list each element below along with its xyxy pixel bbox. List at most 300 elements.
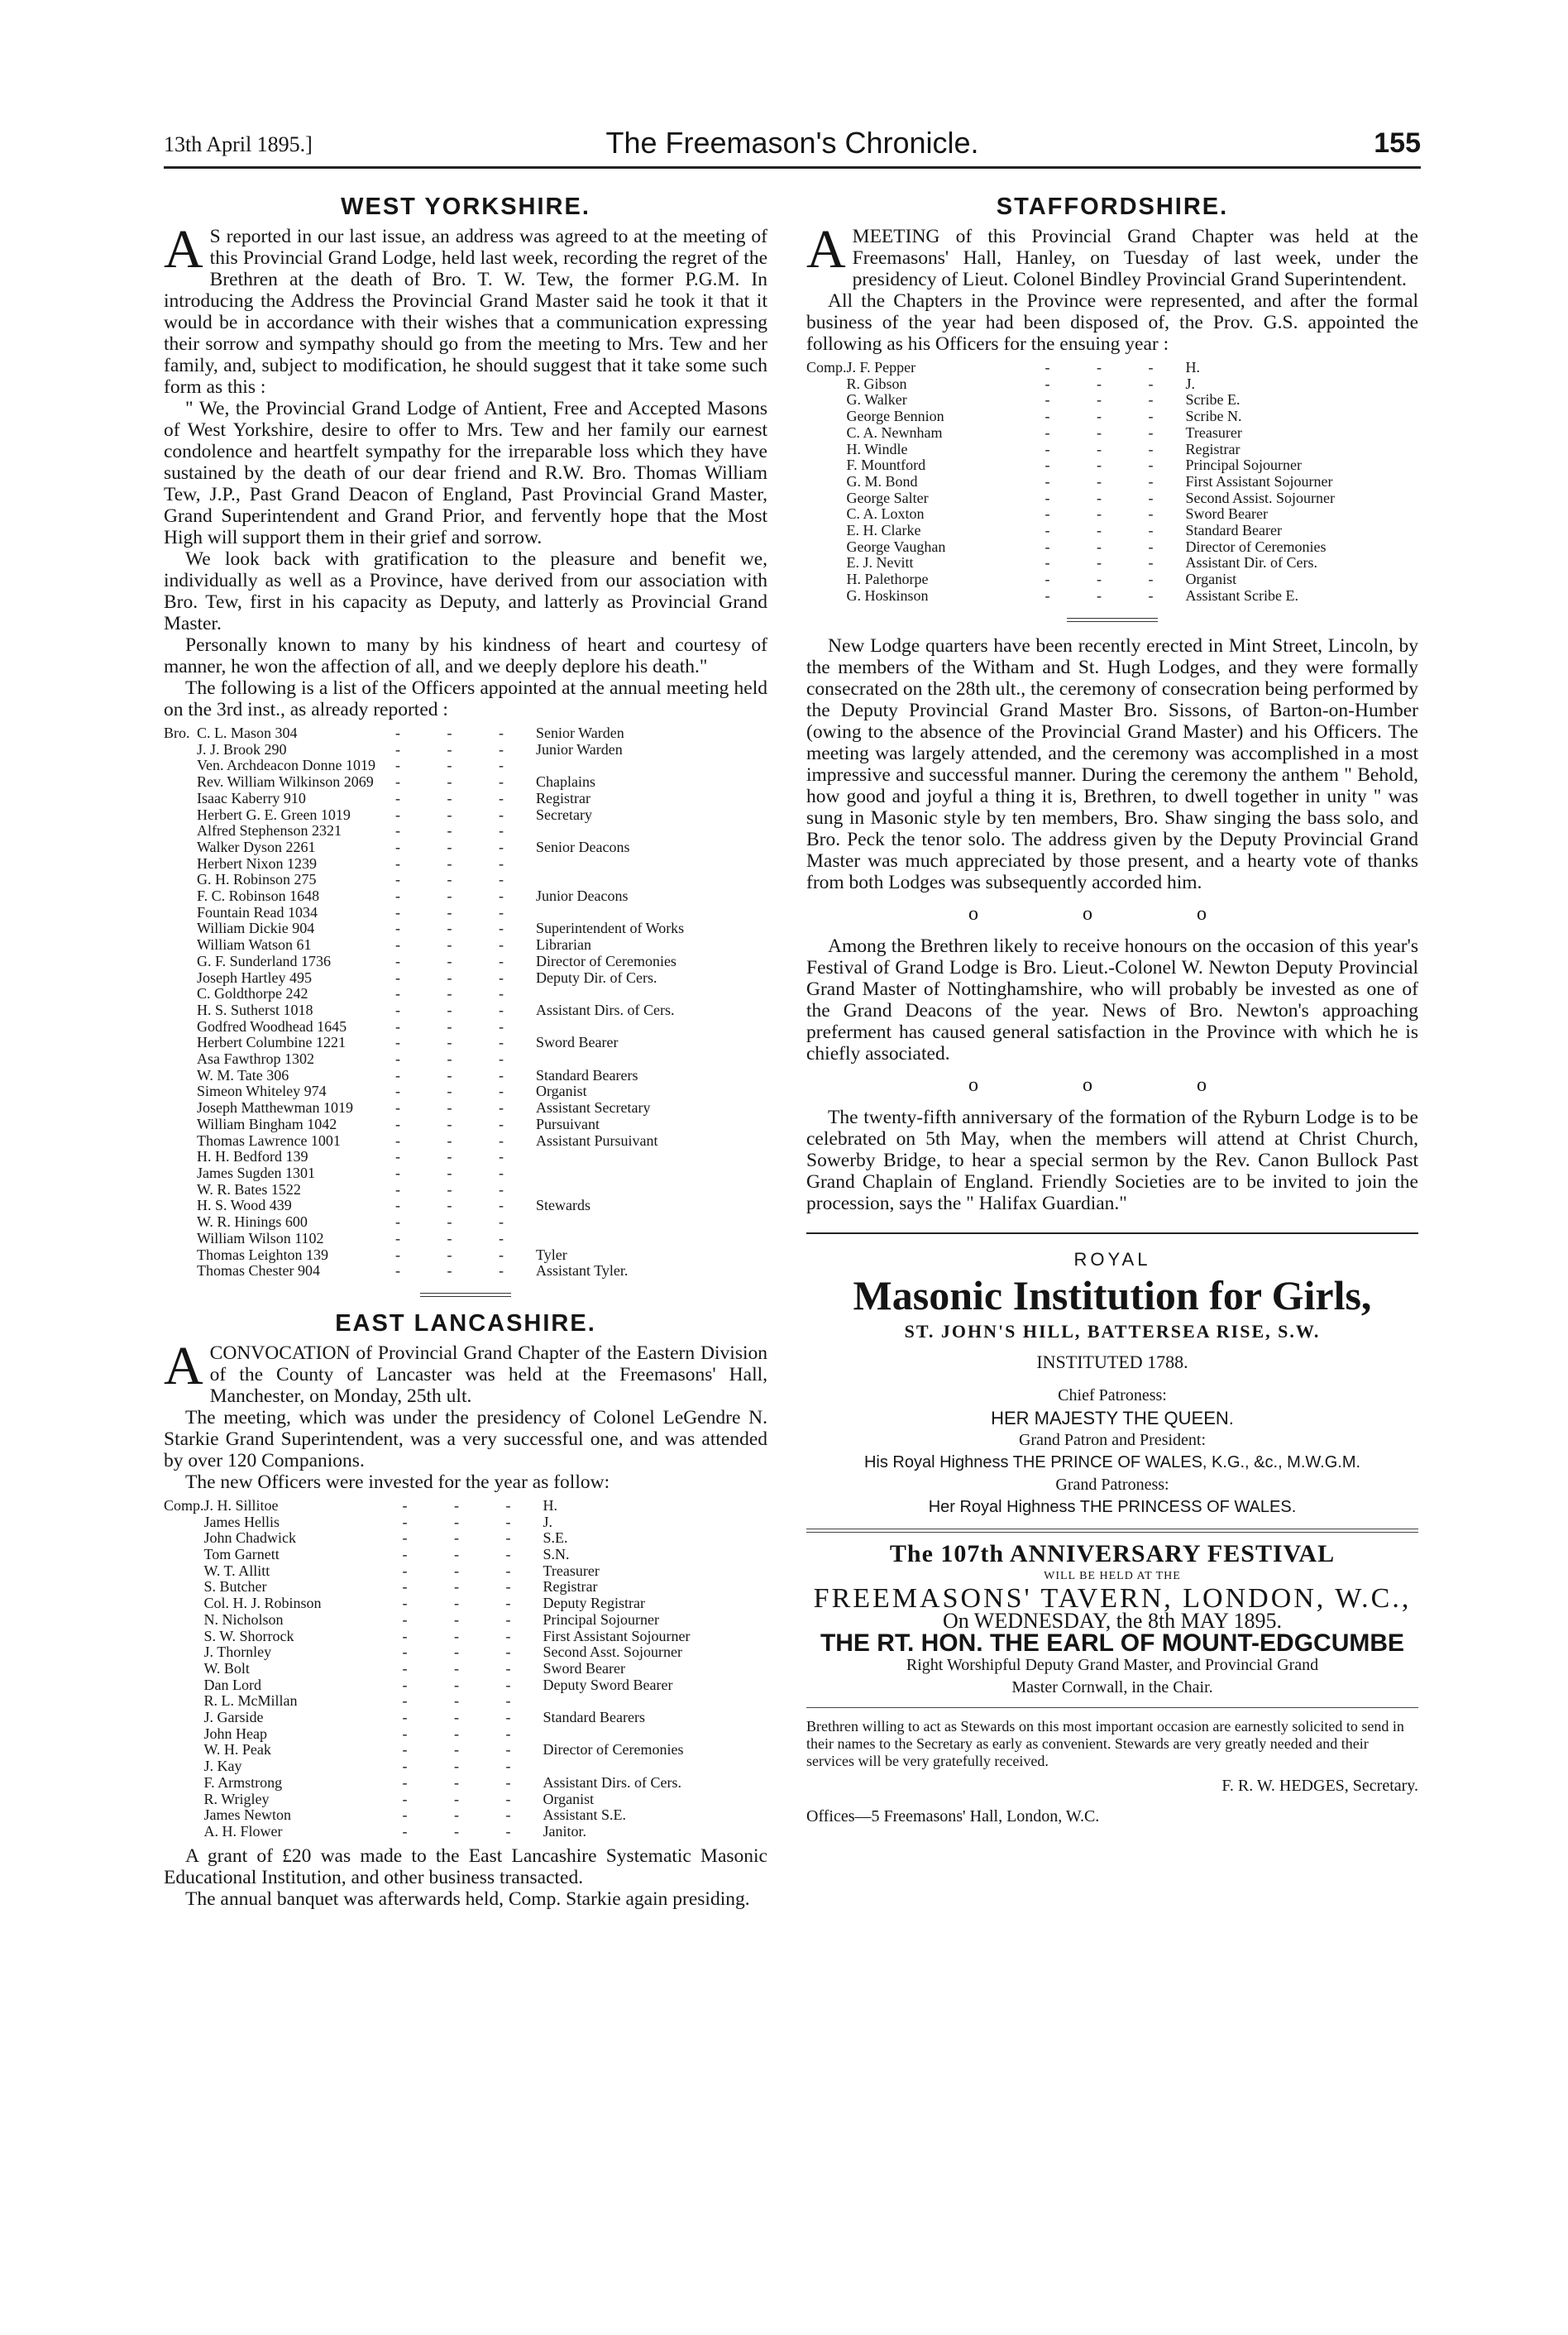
paragraph: All the Chapters in the Province were represented, and after the formal business of the year had been disposed of, the Prov. G.S. appointed the following as his Officers for the ensuing year :	[806, 290, 1418, 355]
officer-office: Principal Sojourner	[543, 1610, 659, 1628]
officer-row	[164, 1117, 684, 1133]
leader-dots: - - -	[1045, 391, 1175, 409]
officer-row	[164, 1661, 691, 1677]
paragraph: We look back with gratification to the pleasure and benefit we, individually as well as a Province, have derived from our association with Bro. Tew, first in his capacity as Deputy, and latterly as Provincial Grand Master.	[164, 548, 767, 634]
officer-name: C. Goldthorpe 242	[197, 985, 308, 1002]
officer-row	[806, 360, 1335, 376]
advert-address: ST. JOHN'S HILL, BATTERSEA RISE, S.W.	[904, 1320, 1321, 1342]
paragraph: The annual banquet was afterwards held, Comp. Starkie again presiding.	[185, 1888, 750, 1910]
officer-name: Herbert G. E. Green 1019	[197, 806, 351, 823]
page-header	[164, 126, 1421, 159]
leader-dots: - - -	[395, 1017, 525, 1035]
leader-dots: - - -	[402, 1709, 533, 1726]
officer-prefix	[164, 1547, 204, 1563]
officer-prefix	[806, 572, 847, 588]
east-lancashire-article	[164, 1310, 767, 1910]
leader-dots: - - -	[395, 985, 525, 1002]
advert-title: Masonic Institution for Girls,	[853, 1271, 1372, 1318]
section-divider	[1067, 618, 1158, 622]
officer-name: William Dickie 904	[197, 920, 315, 937]
officer-name: Col. H. J. Robinson	[203, 1595, 322, 1612]
officer-office: Junior Warden	[536, 740, 623, 758]
leader-dots: - - -	[395, 1034, 525, 1051]
officer-prefix	[164, 1514, 204, 1531]
officer-office: Stewards	[536, 1197, 590, 1214]
officer-office: Janitor.	[543, 1822, 587, 1840]
officer-prefix	[164, 807, 197, 824]
officer-name: R. Gibson	[846, 375, 907, 392]
chief-patroness: HER MAJESTY THE QUEEN.	[991, 1407, 1234, 1428]
officer-row	[164, 725, 684, 742]
officer-name: W. R. Hinings 600	[197, 1213, 308, 1231]
officer-prefix	[164, 791, 197, 807]
officer-office: Assistant Secretary	[536, 1099, 651, 1117]
officer-name: W. T. Allitt	[203, 1562, 270, 1579]
officer-prefix	[164, 1231, 197, 1247]
officer-office: Second Assist. Sojourner	[1185, 489, 1336, 506]
officer-row	[164, 1807, 691, 1824]
officer-prefix: Comp.	[806, 359, 847, 376]
officer-row	[164, 791, 684, 807]
officer-office: Secretary	[536, 806, 592, 823]
drop-cap: A	[164, 219, 203, 280]
officer-name: G. H. Robinson 275	[197, 871, 317, 888]
officers-table	[164, 1498, 691, 1840]
leader-dots: - - -	[395, 1197, 525, 1214]
grand-patron-label: Grand Patron and President:	[1018, 1430, 1207, 1449]
officer-row	[164, 1198, 684, 1214]
officer-prefix	[164, 840, 197, 856]
leader-dots: - - -	[1045, 554, 1175, 572]
officer-prefix	[164, 905, 197, 921]
advert-instituted: INSTITUTED 1788.	[1036, 1351, 1188, 1372]
leader-dots: - - -	[395, 1246, 525, 1263]
officer-prefix	[164, 986, 197, 1002]
officer-row	[164, 921, 684, 937]
leader-dots: - - -	[395, 952, 525, 969]
officer-row	[164, 1498, 691, 1514]
officer-name: William Bingham 1042	[197, 1115, 337, 1132]
grand-patron: His Royal Highness THE PRINCE OF WALES, K.G., &c., M.W.G.M.	[863, 1452, 1361, 1471]
officer-prefix	[806, 506, 847, 523]
officer-row	[164, 1547, 691, 1563]
officer-name: A. H. Flower	[203, 1822, 283, 1840]
officer-row	[806, 572, 1335, 588]
officer-office: Standard Bearers	[536, 1066, 638, 1084]
leader-dots: - - -	[402, 1627, 533, 1644]
officer-prefix	[164, 1742, 204, 1758]
officer-office: Treasurer	[543, 1562, 600, 1579]
officer-prefix	[806, 442, 847, 458]
leader-dots: - - -	[395, 757, 525, 774]
officer-office: Director of Ceremonies	[543, 1741, 684, 1758]
leader-dots: - - -	[1045, 522, 1175, 539]
officer-prefix	[164, 1084, 197, 1100]
officer-row	[164, 1231, 684, 1247]
officer-prefix	[164, 1149, 197, 1165]
officer-office: Senior Deacons	[536, 838, 630, 855]
officer-name: Godfred Woodhead 1645	[197, 1017, 347, 1035]
officer-name: R. Wrigley	[203, 1790, 270, 1807]
officer-prefix	[806, 425, 847, 442]
advert-royal: ROYAL	[1073, 1248, 1151, 1270]
officer-prefix	[164, 1661, 204, 1677]
leader-dots: - - -	[395, 969, 525, 986]
leader-dots: - - -	[402, 1773, 533, 1791]
officer-prefix	[164, 742, 197, 758]
officer-row	[164, 1726, 691, 1743]
section-divider	[420, 1293, 511, 1297]
officer-office: Treasurer	[1185, 423, 1242, 441]
officer-office	[536, 986, 684, 1002]
officer-prefix	[806, 376, 847, 393]
leader-dots: - - -	[395, 888, 525, 905]
leader-dots: - - -	[402, 1644, 533, 1661]
officers-table	[806, 360, 1335, 605]
officer-prefix	[164, 1644, 204, 1661]
festival-date: On WEDNESDAY, the 8th MAY 1895.	[942, 1608, 1283, 1633]
officer-prefix	[164, 1563, 204, 1580]
officer-office: S.N.	[543, 1546, 570, 1563]
stewards-note: Brethren willing to act as Stewards on this most important occasion are earnestly solicited to send in their names to the Secretary as early as convenient. Stewards are very greatly needed and their services will be very gratefully received.	[806, 1717, 1404, 1769]
officer-name: E. J. Nevitt	[846, 554, 914, 572]
officer-row	[164, 1563, 691, 1580]
officer-office: Organist	[543, 1790, 595, 1807]
leader-dots: - - -	[395, 1229, 525, 1246]
officer-prefix	[164, 888, 197, 905]
officer-prefix	[164, 1629, 204, 1645]
leader-dots: - - -	[395, 903, 525, 921]
masonic-institution-advert	[806, 1248, 1418, 1828]
officer-row	[164, 1742, 691, 1758]
leader-dots: - - -	[395, 806, 525, 823]
leader-dots: - - -	[402, 1610, 533, 1628]
leader-dots: - - -	[402, 1513, 533, 1530]
officer-office	[536, 1231, 684, 1247]
leader-dots: - - -	[1045, 505, 1175, 523]
paragraph: ACONVOCATION of Provincial Grand Chapter of the Eastern Division of the County of Lancaster was held at the Freemasons' Hall, Manchester, on Monday, 25th ult.	[164, 1335, 767, 1407]
chief-patroness-label: Chief Patroness:	[1058, 1385, 1167, 1404]
news-notes	[806, 635, 1418, 1214]
leader-dots: - - -	[402, 1496, 533, 1514]
officer-prefix	[164, 970, 197, 987]
officer-row	[164, 1579, 691, 1596]
officer-name: G. F. Sunderland 1736	[197, 952, 332, 969]
officer-row	[164, 1693, 691, 1710]
officer-prefix	[806, 555, 847, 572]
officer-name: N. Nicholson	[203, 1610, 284, 1628]
west-yorkshire-article	[164, 194, 767, 1280]
officer-office: Scribe E.	[1185, 391, 1241, 409]
officer-row	[164, 1758, 691, 1775]
officer-name: W. H. Peak	[203, 1741, 271, 1758]
leader-dots: - - -	[395, 854, 525, 872]
officer-office: Registrar	[1185, 440, 1241, 457]
leader-dots: - - -	[402, 1741, 533, 1758]
officer-prefix	[164, 1677, 204, 1694]
officer-name: E. H. Clarke	[846, 522, 921, 539]
leader-dots: - - -	[395, 1115, 525, 1132]
officer-row	[806, 474, 1335, 490]
officer-office: Sword Bearer	[543, 1659, 625, 1677]
officer-row	[164, 758, 684, 774]
officer-office: Pursuivant	[536, 1115, 600, 1132]
officer-name: J. Thornley	[203, 1644, 272, 1661]
officer-row	[164, 1824, 691, 1840]
leader-dots: - - -	[1045, 489, 1175, 506]
officer-office: Senior Warden	[536, 725, 624, 741]
officer-row	[806, 555, 1335, 572]
officer-office	[543, 1693, 691, 1710]
officer-office: Assistant Dirs. of Cers.	[536, 1001, 675, 1018]
officer-prefix	[806, 588, 847, 605]
officer-prefix	[806, 490, 847, 507]
officer-row	[164, 1051, 684, 1068]
officer-row	[164, 1644, 691, 1661]
officer-name: R. L. McMillan	[203, 1692, 298, 1710]
officer-office	[536, 856, 684, 873]
drop-cap: A	[164, 1335, 203, 1396]
officer-name: J. F. Pepper	[846, 359, 916, 376]
officer-name: George Salter	[846, 489, 929, 506]
officer-office	[536, 905, 684, 921]
leader-dots: - - -	[1045, 440, 1175, 457]
officer-name: H. S. Sutherst 1018	[197, 1001, 313, 1018]
leader-dots: - - -	[402, 1676, 533, 1693]
officer-row	[164, 1710, 691, 1726]
publication-title: The Freemason's Chronicle.	[605, 126, 979, 160]
officer-row	[164, 774, 684, 791]
officer-prefix	[164, 1758, 204, 1775]
officer-prefix	[806, 474, 847, 490]
officer-row	[164, 1792, 691, 1808]
officer-row	[806, 425, 1335, 442]
officer-name: W. R. Bates 1522	[197, 1180, 301, 1198]
officer-office: Assistant Dir. of Cers.	[1185, 554, 1318, 572]
officer-row	[164, 905, 684, 921]
leader-dots: - - -	[402, 1578, 533, 1596]
officer-prefix	[164, 1710, 204, 1726]
officer-name: Joseph Hartley 495	[197, 969, 312, 986]
officer-prefix	[806, 539, 847, 556]
officer-prefix	[164, 1002, 197, 1019]
leader-dots: - - -	[402, 1562, 533, 1579]
officer-prefix: Comp.	[164, 1496, 204, 1514]
officer-name: C. L. Mason 304	[197, 725, 298, 741]
officer-name: G. Hoskinson	[846, 586, 929, 604]
officer-prefix	[164, 921, 197, 937]
issue-date: 13th April 1895.]	[164, 132, 313, 156]
paragraph: The meeting, which was under the presidency of Colonel LeGendre N. Starkie Grand Superintendent, was a very successful one, and was attended by over 120 Companions.	[164, 1406, 767, 1471]
section-heading: EAST LANCASHIRE.	[335, 1309, 596, 1337]
officer-row	[806, 442, 1335, 458]
officer-office	[543, 1758, 691, 1775]
officer-name: H. Windle	[846, 440, 908, 457]
officer-row	[806, 457, 1335, 474]
officer-row	[164, 1182, 684, 1199]
officer-row	[164, 937, 684, 954]
officer-name: Walker Dyson 2261	[197, 838, 316, 855]
officer-row	[164, 1263, 684, 1280]
officer-office: Tyler	[536, 1246, 567, 1263]
officer-row	[806, 376, 1335, 393]
paragraph: The following is a list of the Officers appointed at the annual meeting held on the 3rd inst., as already reported :	[164, 677, 767, 720]
leader-dots: - - -	[395, 822, 525, 840]
secretary-signature: F. R. W. HEDGES, Secretary.	[1221, 1776, 1418, 1795]
officer-name: Herbert Nixon 1239	[197, 854, 317, 872]
officer-name: Tom Garnett	[203, 1546, 280, 1563]
officer-row	[806, 409, 1335, 425]
leader-dots: - - -	[395, 773, 525, 791]
officer-office	[536, 1182, 684, 1199]
officer-row	[806, 506, 1335, 523]
leader-dots: - - -	[402, 1692, 533, 1710]
officer-office: Organist	[1185, 571, 1237, 588]
officer-office: Assistant S.E.	[543, 1806, 627, 1824]
officer-office	[543, 1726, 691, 1743]
officer-office: Organist	[536, 1083, 587, 1100]
officer-row	[164, 954, 684, 970]
officer-name: William Wilson 1102	[197, 1229, 324, 1246]
leader-dots: - - -	[395, 1099, 525, 1117]
officer-row	[806, 523, 1335, 539]
offices-address: Offices—5 Freemasons' Hall, London, W.C.	[806, 1806, 1100, 1825]
officer-name: Joseph Matthewman 1019	[197, 1099, 353, 1117]
officer-row	[806, 588, 1335, 605]
officer-office: Second Asst. Sojourner	[543, 1644, 683, 1661]
grand-patroness-label: Grand Patroness:	[1055, 1475, 1169, 1494]
officer-row	[164, 742, 684, 758]
paragraph: The twenty-fifth anniversary of the formation of the Ryburn Lodge is to be celebrated on 5th May, when the members will attend at Christ Church, Sowerby Bridge, to hear a special sermon by the Rev. Canon Bullock Past Grand Chaplain of England. Friendly Societies are to be invited to join the procession, says the " Halifax Guardian."	[806, 1106, 1418, 1214]
leader-dots: - - -	[1045, 359, 1175, 376]
officer-row	[164, 1775, 691, 1792]
leader-dots: - - -	[395, 1050, 525, 1068]
officer-name: Fountain Read 1034	[197, 903, 318, 921]
leader-dots: - - -	[395, 789, 525, 806]
officer-prefix	[164, 872, 197, 888]
header-rule	[164, 166, 1421, 169]
officer-name: Isaac Kaberry 910	[197, 789, 306, 806]
officer-name: Thomas Lawrence 1001	[197, 1132, 341, 1149]
officer-name: James Newton	[203, 1806, 291, 1824]
officer-row	[164, 807, 684, 824]
officer-office: Assistant Tyler.	[536, 1262, 629, 1280]
leader-dots: - - -	[395, 920, 525, 937]
officer-prefix	[164, 1165, 197, 1182]
officer-prefix	[164, 1824, 204, 1840]
officer-name: W. Bolt	[203, 1659, 250, 1677]
officer-name: H. S. Wood 439	[197, 1197, 292, 1214]
leader-dots: - - -	[395, 838, 525, 855]
leader-dots: - - -	[395, 725, 525, 741]
leader-dots: - - -	[1045, 571, 1175, 588]
officer-name: W. M. Tate 306	[197, 1066, 289, 1084]
officer-name: Thomas Leighton 139	[197, 1246, 328, 1263]
officer-row	[164, 888, 684, 905]
officers-table	[164, 725, 684, 1280]
officer-name: George Bennion	[846, 408, 944, 425]
paragraph: A grant of £20 was made to the East Lancashire Systematic Masonic Educational Institution, and other business transacted.	[164, 1845, 767, 1888]
officer-office: Assistant Scribe E.	[1185, 586, 1299, 604]
officer-name: Simeon Whiteley 974	[197, 1083, 327, 1100]
officer-row	[164, 1035, 684, 1051]
officer-office: Librarian	[536, 936, 591, 954]
officer-prefix	[164, 1792, 204, 1808]
section-heading: STAFFORDSHIRE.	[996, 194, 1229, 220]
officer-name: Alfred Stephenson 2321	[197, 822, 342, 840]
officer-name: Dan Lord	[203, 1676, 261, 1693]
officer-office: Registrar	[536, 789, 590, 806]
officer-name: J. J. Brook 290	[197, 740, 287, 758]
officer-name: John Heap	[203, 1725, 267, 1742]
officer-name: C. A. Newnham	[846, 423, 943, 441]
leader-dots: - - -	[395, 1213, 525, 1231]
leader-dots: - - -	[395, 1164, 525, 1181]
officer-row	[164, 1002, 684, 1019]
officer-prefix	[164, 1019, 197, 1036]
officer-prefix	[164, 1530, 204, 1547]
officer-office: Principal Sojourner	[1185, 457, 1302, 474]
officer-prefix	[164, 954, 197, 970]
officer-prefix	[164, 856, 197, 873]
paragraph: " We, the Provincial Grand Lodge of Antient, Free and Accepted Masons of West Yorkshire, desire to offer to Mrs. Tew and her family our earnest condolence and heartfelt sympathy for the irreparable loss which they have sustained by the death of our dear friend and R.W. Bro. Thomas William Tew, J.P., Past Grand Deacon of England, Past Provincial Grand Master, Grand Superintendent and Grand Prior, and fervently hope that the Most High will support them in their grief and sorrow.	[164, 398, 767, 548]
officer-row	[164, 1530, 691, 1547]
officer-office: Deputy Sword Bearer	[543, 1676, 673, 1693]
officer-row	[164, 1133, 684, 1150]
leader-dots: - - -	[395, 740, 525, 758]
officer-name: G. Walker	[846, 391, 907, 409]
officer-row	[164, 1629, 691, 1645]
officer-name: Herbert Columbine 1221	[197, 1034, 346, 1051]
drop-cap: A	[806, 219, 846, 280]
paragraph: A S reported in our last issue, an address was agreed to at the meeting of this Provincial Grand Lodge, held last week, recording the regret of the Brethren at the death of Bro. T. W. Tew, the former P.G.M. In introducing the Address the Provincial Grand Master said he took it that it would be in accordance with their wishes that a communication expressing their sorrow and sympathy should go from the meeting to Mrs. Tew and her family, and, subject to modification, he should suggest that it take some such form as this :	[164, 219, 767, 398]
officer-prefix	[164, 1100, 197, 1117]
officer-office: J.	[1185, 375, 1196, 392]
leader-dots: - - -	[1045, 538, 1175, 555]
chairman-desc-2: Master Cornwall, in the Chair.	[1011, 1677, 1213, 1696]
officer-name: Thomas Chester 904	[197, 1262, 320, 1280]
officer-row	[806, 490, 1335, 507]
paragraph: The new Officers were invested for the year as follow:	[185, 1471, 610, 1493]
officer-name: J. Kay	[203, 1758, 242, 1775]
leader-dots: - - -	[395, 1066, 525, 1084]
leader-dots: - - -	[1045, 457, 1175, 474]
ornament-divider: o o o	[968, 1074, 1256, 1096]
leader-dots: - - -	[402, 1758, 533, 1775]
left-column	[164, 194, 767, 1910]
officer-office: Chaplains	[536, 773, 595, 791]
officer-office: Director of Ceremonies	[536, 952, 676, 969]
officer-row	[164, 1677, 691, 1694]
officer-office: Superintendent of Works	[536, 920, 685, 937]
officer-prefix	[164, 1117, 197, 1133]
officer-prefix	[164, 1726, 204, 1743]
leader-dots: - - -	[395, 1262, 525, 1280]
chairman: THE RT. HON. THE EARL OF MOUNT-EDGCUMBE	[820, 1629, 1405, 1657]
leader-dots: - - -	[395, 936, 525, 954]
leader-dots: - - -	[402, 1529, 533, 1547]
leader-dots: - - -	[395, 1180, 525, 1198]
officer-prefix	[164, 758, 197, 774]
officer-prefix	[806, 457, 847, 474]
officer-office: J.	[543, 1513, 553, 1530]
officer-name: S. W. Shorrock	[203, 1627, 294, 1644]
officer-prefix	[806, 409, 847, 425]
leader-dots: - - -	[402, 1725, 533, 1742]
officer-prefix	[164, 937, 197, 954]
officer-name: John Chadwick	[203, 1529, 297, 1547]
officer-row	[806, 392, 1335, 409]
